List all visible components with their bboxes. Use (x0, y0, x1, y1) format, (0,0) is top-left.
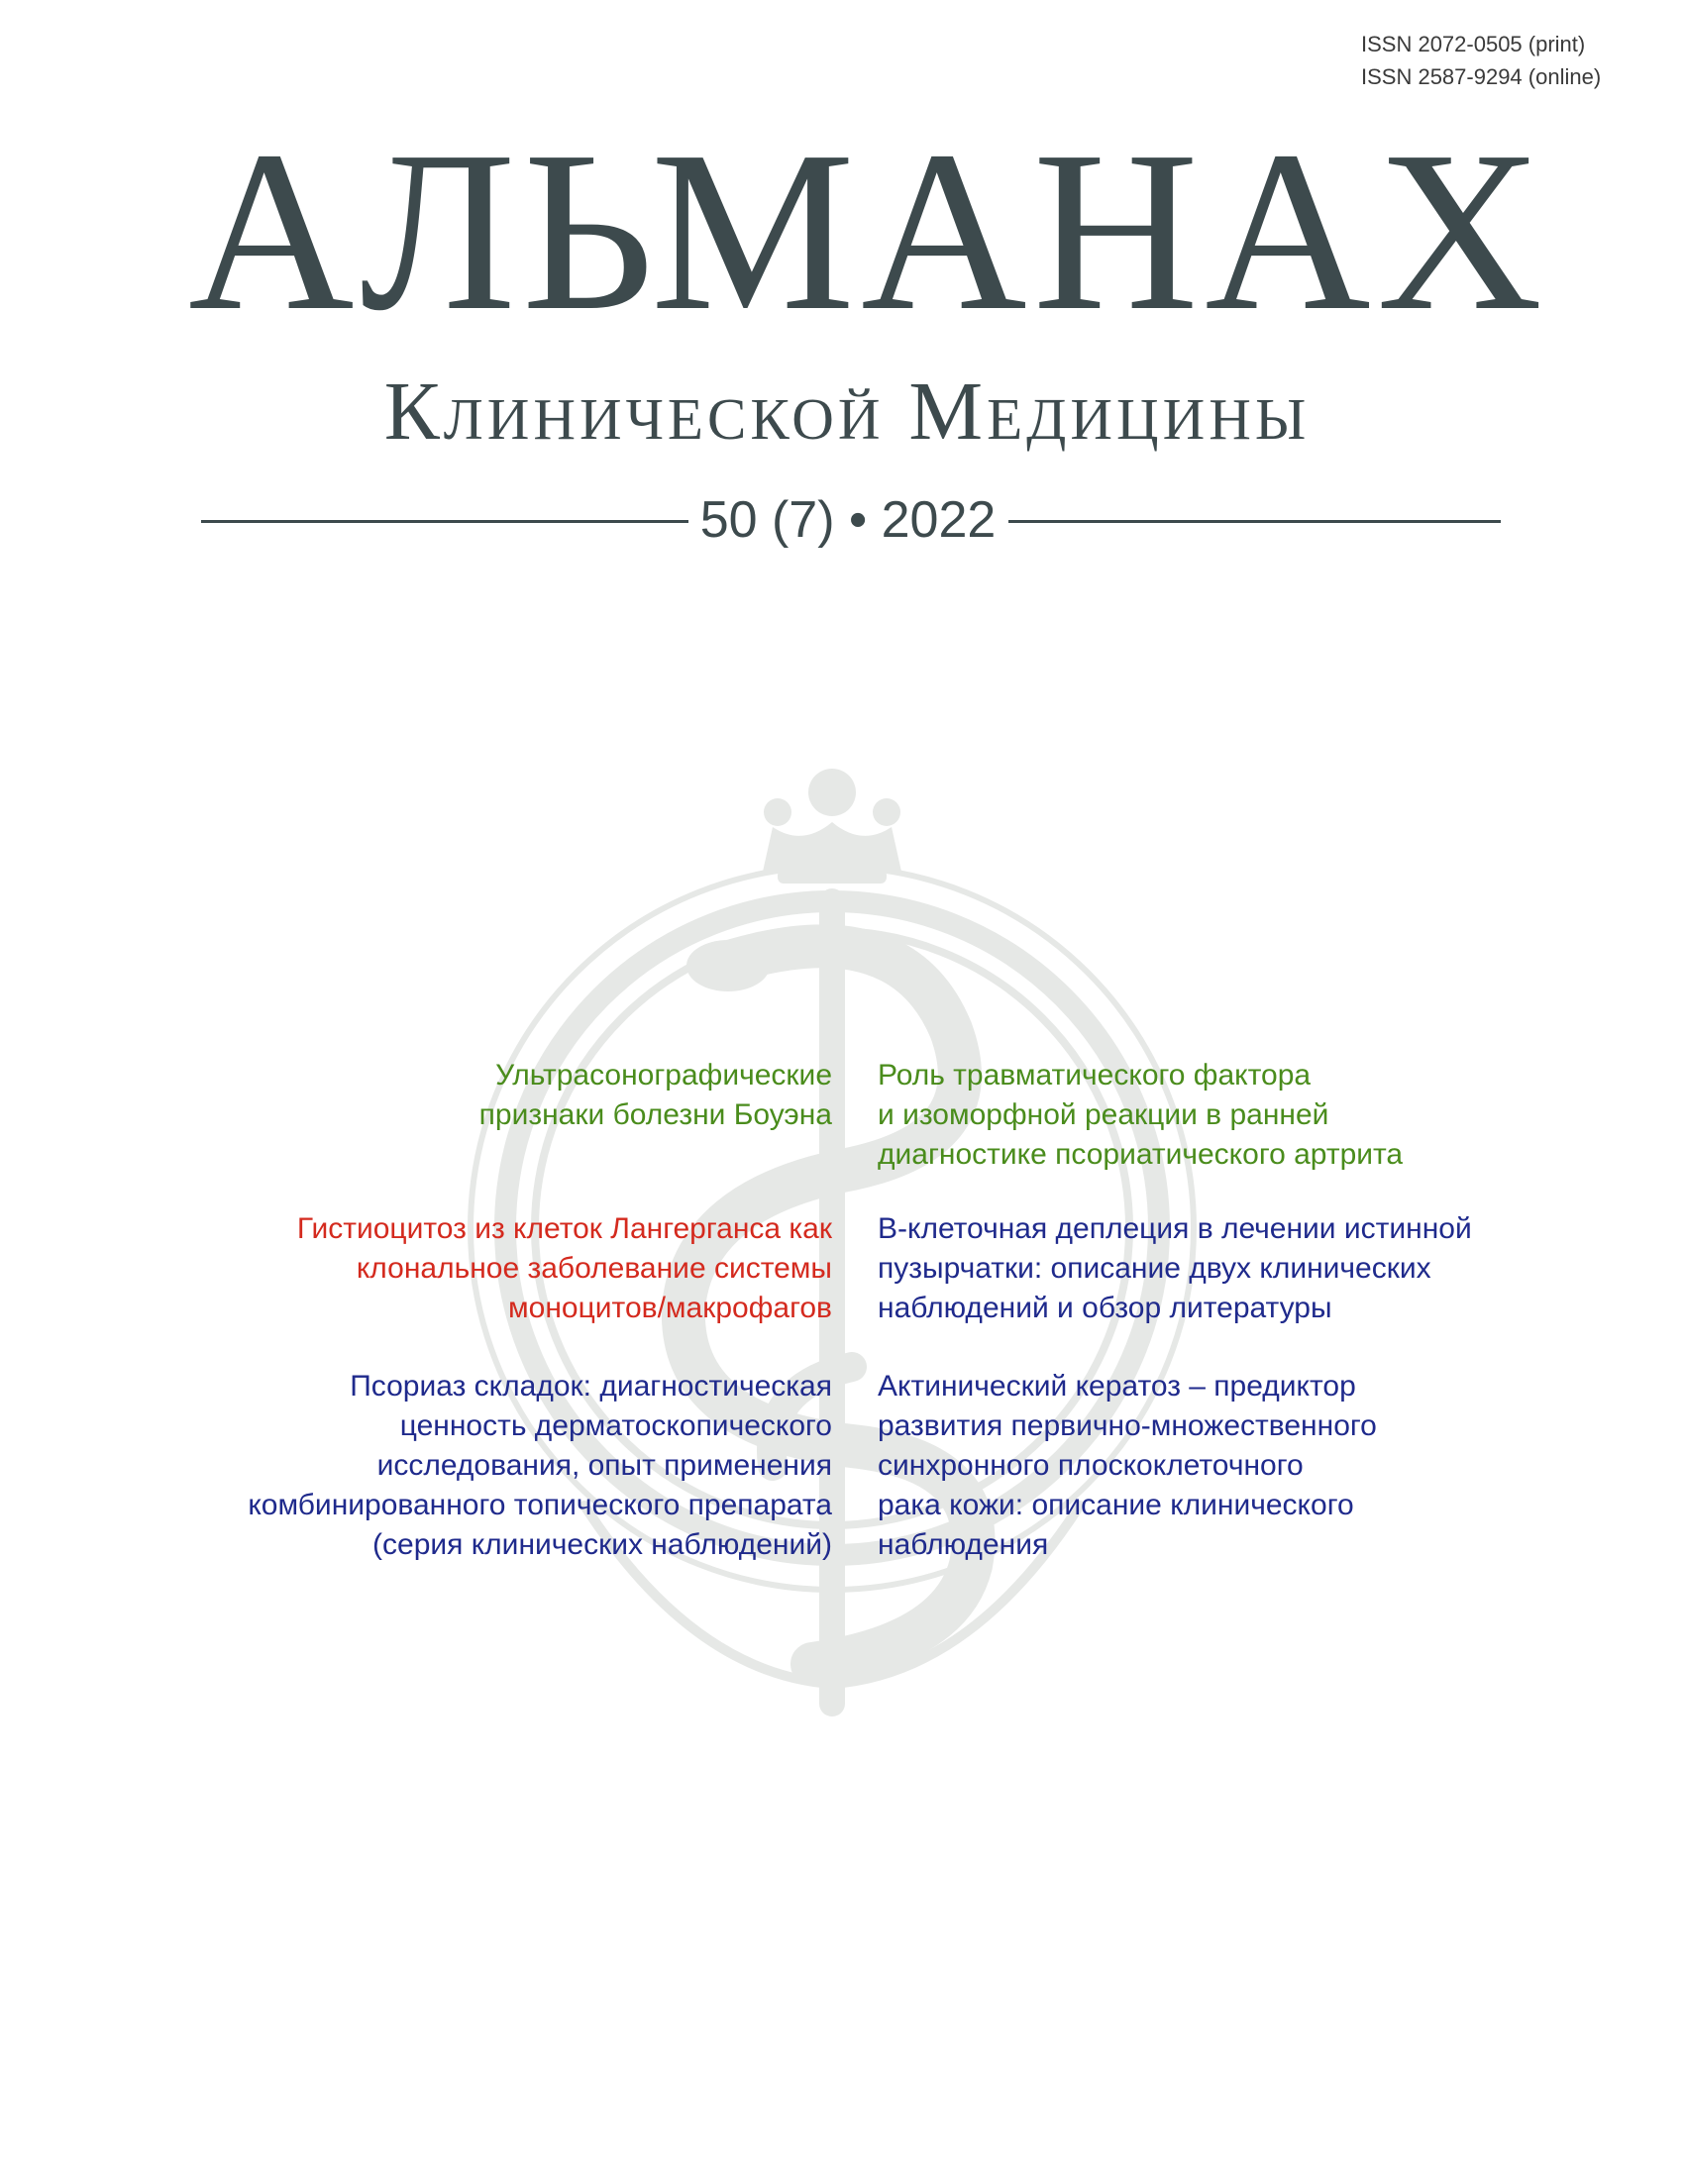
article-title-line: Ультрасонографические (495, 1059, 832, 1092)
issue-number: 50 (7) • 2022 (699, 491, 997, 549)
issn-online: ISSN 2587-9294 (online) (1361, 64, 1602, 89)
journal-subtitle: Клинической Медицины (383, 365, 1311, 458)
issn-print: ISSN 2072-0505 (print) (1361, 32, 1586, 56)
article-title-line: комбинированного топического препарата (248, 1489, 832, 1521)
journal-title: АЛЬМАНАХ (188, 104, 1549, 359)
issue-rule-right (1008, 520, 1501, 523)
article-title-line: Роль травматического фактора (878, 1059, 1312, 1092)
article-title-line: В-клеточная деплеция в лечении истинной (878, 1212, 1472, 1245)
article-title-line: клональное заболевание системы (356, 1252, 832, 1285)
article-title-line: исследования, опыт применения (376, 1449, 832, 1482)
article-title-line: Гистиоцитоз из клеток Лангерганса как (296, 1212, 832, 1245)
article-title-line: пузырчатки: описание двух клинических (878, 1252, 1431, 1285)
article-title-line: синхронного плоскоклеточного (878, 1449, 1304, 1482)
article-left-3 (248, 1367, 832, 1565)
article-title-line: (серия клинических наблюдений) (372, 1528, 832, 1561)
article-right-3 (878, 1367, 1377, 1565)
article-title-line: Псориаз складок: диагностическая (350, 1370, 832, 1403)
article-title-line: наблюдений и обзор литературы (878, 1292, 1332, 1324)
article-title-line: наблюдения (878, 1528, 1049, 1561)
article-left-2 (297, 1209, 832, 1328)
article-title-line: и изоморфной реакции в ранней (878, 1098, 1329, 1131)
article-title-line: развития первично-множественного (878, 1409, 1377, 1442)
issue-rule-left (201, 520, 688, 523)
article-title-line: диагностике псориатического артрита (878, 1138, 1404, 1171)
article-right-2 (878, 1209, 1472, 1328)
article-title-line: моноцитов/макрофагов (508, 1292, 832, 1324)
article-left-1 (479, 1056, 832, 1135)
article-title-line: рака кожи: описание клинического (878, 1489, 1354, 1521)
issn-block (1361, 28, 1601, 93)
article-title-line: Актинический кератоз – предиктор (878, 1370, 1356, 1403)
article-title-line: признаки болезни Боуэна (478, 1098, 832, 1131)
article-title-line: ценность дерматоскопического (399, 1409, 832, 1442)
article-right-1 (878, 1056, 1403, 1175)
